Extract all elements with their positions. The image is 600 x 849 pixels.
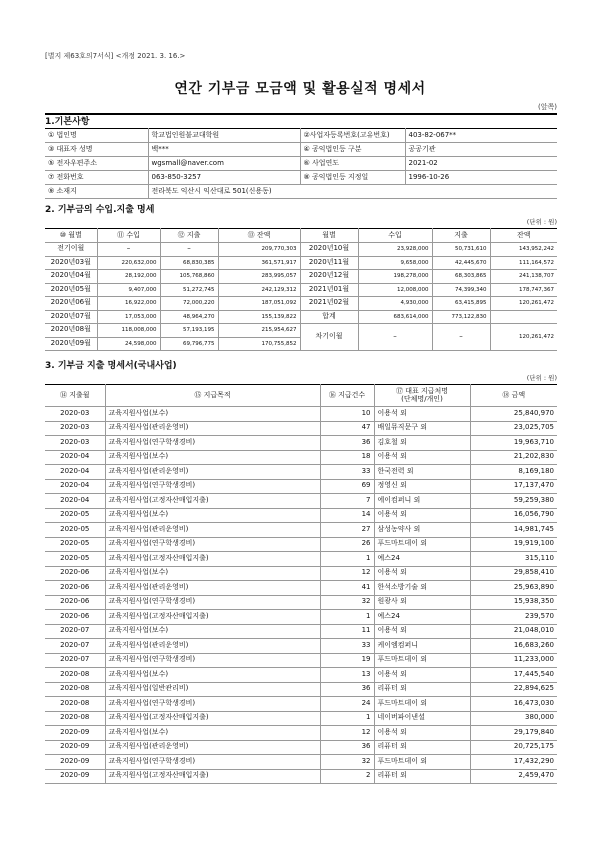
month-cell: 2020-05: [45, 552, 105, 567]
month-cell: 2020-08: [45, 697, 105, 712]
basic-info-table: [45, 128, 557, 199]
payee-cell: 리퓨터 외: [374, 682, 470, 697]
count-cell: 1: [320, 552, 374, 567]
month-cell: 2020-07: [45, 653, 105, 668]
amount-cell: 17,445,540: [470, 668, 557, 683]
count-cell: 33: [320, 639, 374, 654]
month-cell: 2020-09: [45, 769, 105, 784]
month-cell: 2020년06월: [45, 297, 97, 311]
table-row: [45, 436, 557, 451]
expense-cell: 74,399,340: [432, 283, 490, 297]
month-cell: 전기이월: [45, 243, 97, 257]
month-cell: 2020-06: [45, 581, 105, 596]
table-row: [45, 653, 557, 668]
fiscal-year-value: 2021-02: [405, 157, 557, 171]
table-row: [45, 595, 557, 610]
payee-cell: 예스24: [374, 610, 470, 625]
amount-cell: 16,473,030: [470, 697, 557, 712]
email-value: wgsmall@naver.com: [148, 157, 300, 171]
col-header-month-2: 월별: [300, 229, 358, 243]
basic-info-row: [45, 157, 557, 171]
income-cell: 17,053,000: [97, 310, 160, 324]
table-row: [45, 537, 557, 552]
section-basic-info-heading: 1.기본사항: [45, 113, 557, 129]
payee-cell: 이용석 외: [374, 450, 470, 465]
rep-label: ③ 대표자 성명: [45, 143, 148, 157]
col-header-income: ⑪ 수입: [97, 229, 160, 243]
amount-cell: 25,963,890: [470, 581, 557, 596]
payee-cell: 에이컴퍼니 외: [374, 494, 470, 509]
table-row: [45, 421, 557, 436]
expense-cell: –: [160, 243, 218, 257]
month-cell: 2020-09: [45, 755, 105, 770]
table-header-row: [45, 385, 557, 407]
count-cell: 47: [320, 421, 374, 436]
col-header-balance-2: 잔액: [490, 229, 557, 243]
balance-cell: 111,164,572: [490, 256, 557, 270]
month-cell: 2020-04: [45, 450, 105, 465]
income-cell: –: [97, 243, 160, 257]
purpose-cell: 교육지원사업(고정자산매입지출): [105, 711, 320, 726]
count-cell: 26: [320, 537, 374, 552]
table-row: [45, 552, 557, 567]
table-row: [45, 639, 557, 654]
balance-cell: 215,954,627: [218, 324, 300, 338]
table-row: [45, 465, 557, 480]
corp-name-value: 학교법인원불교대학원: [148, 129, 300, 143]
month-cell: 2020-03: [45, 436, 105, 451]
payee-cell: 김호철 외: [374, 436, 470, 451]
month-cell: 2020-06: [45, 566, 105, 581]
amount-cell: 59,259,380: [470, 494, 557, 509]
table-header-row: [45, 229, 557, 243]
biz-no-label: ②사업자등록번호(고유번호): [300, 129, 405, 143]
amount-cell: 29,179,840: [470, 726, 557, 741]
payee-cell: 이용석 외: [374, 668, 470, 683]
amount-cell: 23,025,705: [470, 421, 557, 436]
count-cell: 12: [320, 566, 374, 581]
purpose-cell: 교육지원사업(고정자산매입지출): [105, 494, 320, 509]
form-reference: [별지 제63호의7서식] <개정 2021. 3. 16.>: [45, 52, 186, 60]
payee-cell: 푸드마트데이 외: [374, 537, 470, 552]
expense-cell: 48,964,270: [160, 310, 218, 324]
payee-cell: 원광사 외: [374, 595, 470, 610]
month-cell: 2020년04월: [45, 270, 97, 284]
amount-cell: 29,858,410: [470, 566, 557, 581]
amount-cell: 21,202,830: [470, 450, 557, 465]
col-header-month: ⑩ 월별: [45, 229, 97, 243]
income-cell: 28,192,000: [97, 270, 160, 284]
table-row: [45, 494, 557, 509]
table-row: [45, 523, 557, 538]
count-cell: 11: [320, 624, 374, 639]
total-label: 합계: [300, 310, 358, 324]
corp-type-label: ④ 공익법인등 구분: [300, 143, 405, 157]
table-row: [45, 740, 557, 755]
table-row: [45, 581, 557, 596]
count-cell: 32: [320, 755, 374, 770]
count-cell: 7: [320, 494, 374, 509]
address-label: ⑨ 소재지: [45, 185, 148, 199]
amount-cell: 19,919,100: [470, 537, 557, 552]
month-cell: 2020-04: [45, 465, 105, 480]
col-header-count: ⑯ 지급건수: [320, 385, 374, 407]
amount-cell: 14,981,745: [470, 523, 557, 538]
income-cell: 118,008,000: [97, 324, 160, 338]
payee-cell: 정영신 외: [374, 479, 470, 494]
income-cell: 16,922,000: [97, 297, 160, 311]
col-header-payee: [374, 385, 470, 407]
month-cell: 2020년03월: [45, 256, 97, 270]
month-cell: 2020-09: [45, 740, 105, 755]
income-cell: 9,407,000: [97, 283, 160, 297]
payee-cell: 이용석 외: [374, 624, 470, 639]
amount-cell: 20,725,175: [470, 740, 557, 755]
table-row: [45, 256, 557, 270]
table-row: [45, 624, 557, 639]
count-cell: 32: [320, 595, 374, 610]
domestic-expense-table: [45, 384, 557, 784]
basic-info-row: [45, 185, 557, 199]
table-row: [45, 283, 557, 297]
purpose-cell: 교육지원사업(연구학생경비): [105, 479, 320, 494]
expense-cell: 42,445,670: [432, 256, 490, 270]
carry-forward-income: –: [358, 324, 432, 351]
col-header-payee-line1: ⑰ 대표 지급처명: [395, 386, 449, 395]
purpose-cell: 교육지원사업(관리운영비): [105, 465, 320, 480]
month-cell: 2020년12월: [300, 270, 358, 284]
carry-forward-expense: –: [432, 324, 490, 351]
count-cell: 33: [320, 465, 374, 480]
payee-cell: 리퓨터 외: [374, 740, 470, 755]
total-expense: 773,122,830: [432, 310, 490, 324]
table-row: [45, 566, 557, 581]
col-header-expense: ⑫ 지출: [160, 229, 218, 243]
purpose-cell: 교육지원사업(보수): [105, 450, 320, 465]
table-row: [45, 755, 557, 770]
expense-cell: 72,000,220: [160, 297, 218, 311]
count-cell: 27: [320, 523, 374, 538]
count-cell: 14: [320, 508, 374, 523]
month-cell: 2020-08: [45, 711, 105, 726]
count-cell: 24: [320, 697, 374, 712]
expense-cell: 105,768,860: [160, 270, 218, 284]
table-row: [45, 508, 557, 523]
rep-value: 백***: [148, 143, 300, 157]
col-header-payee-line2: (단체명/개인): [401, 394, 443, 403]
payee-cell: 한국전력 외: [374, 465, 470, 480]
page-title: 연간 기부금 모금액 및 활용실적 명세서: [174, 81, 426, 97]
payee-cell: 네이버파이낸셜: [374, 711, 470, 726]
col-header-expense-2: 지출: [432, 229, 490, 243]
purpose-cell: 교육지원사업(보수): [105, 668, 320, 683]
purpose-cell: 교육지원사업(연구학생경비): [105, 595, 320, 610]
month-cell: 2021년01월: [300, 283, 358, 297]
income-cell: 23,928,000: [358, 243, 432, 257]
purpose-cell: 교육지원사업(연구학생경비): [105, 653, 320, 668]
month-cell: 2020년10월: [300, 243, 358, 257]
income-cell: 9,658,000: [358, 256, 432, 270]
balance-cell: 241,138,707: [490, 270, 557, 284]
amount-cell: 17,432,290: [470, 755, 557, 770]
month-cell: 2020-09: [45, 726, 105, 741]
month-cell: 2020년11월: [300, 256, 358, 270]
month-cell: 2020-05: [45, 523, 105, 538]
count-cell: 1: [320, 610, 374, 625]
month-cell: 2020년08월: [45, 324, 97, 338]
month-cell: 2020-07: [45, 624, 105, 639]
purpose-cell: 교육지원사업(보수): [105, 624, 320, 639]
designated-date-value: 1996-10-26: [405, 171, 557, 185]
count-cell: 18: [320, 450, 374, 465]
purpose-cell: 교육지원사업(연구학생경비): [105, 436, 320, 451]
table-row: [45, 711, 557, 726]
purpose-cell: 교육지원사업(연구학생경비): [105, 537, 320, 552]
month-cell: 2020-03: [45, 421, 105, 436]
income-cell: 12,008,000: [358, 283, 432, 297]
purpose-cell: 교육지원사업(보수): [105, 726, 320, 741]
month-cell: 2020년09월: [45, 337, 97, 351]
amount-cell: 17,137,470: [470, 479, 557, 494]
col-header-month: ⑭ 지출월: [45, 385, 105, 407]
payee-cell: 한석소방기술 외: [374, 581, 470, 596]
amount-cell: 15,938,350: [470, 595, 557, 610]
expense-cell: 63,415,895: [432, 297, 490, 311]
biz-no-value: 403-82-067**: [405, 129, 557, 143]
table-row: [45, 297, 557, 311]
table-row: [45, 726, 557, 741]
income-expense-table: [45, 228, 557, 351]
count-cell: 36: [320, 682, 374, 697]
count-cell: 1: [320, 711, 374, 726]
payee-cell: 예스24: [374, 552, 470, 567]
expense-cell: 57,193,195: [160, 324, 218, 338]
amount-cell: 8,169,180: [470, 465, 557, 480]
payee-cell: 배일뮤직문구 외: [374, 421, 470, 436]
count-cell: 36: [320, 436, 374, 451]
table-row: [45, 697, 557, 712]
month-cell: 2020-07: [45, 639, 105, 654]
purpose-cell: 교육지원사업(보수): [105, 407, 320, 422]
count-cell: 36: [320, 740, 374, 755]
payee-cell: 케이엠컴퍼니: [374, 639, 470, 654]
amount-cell: 11,233,000: [470, 653, 557, 668]
purpose-cell: 교육지원사업(보수): [105, 508, 320, 523]
month-cell: 2020-04: [45, 479, 105, 494]
count-cell: 19: [320, 653, 374, 668]
balance-cell: 242,129,312: [218, 283, 300, 297]
table-row: [45, 682, 557, 697]
phone-label: ⑦ 전화번호: [45, 171, 148, 185]
payee-cell: 이용석 외: [374, 508, 470, 523]
payee-cell: 이용석 외: [374, 566, 470, 581]
payee-cell: 푸드마트데이 외: [374, 697, 470, 712]
table-row: [45, 324, 557, 338]
balance-cell: 120,261,472: [490, 297, 557, 311]
balance-cell: 283,995,057: [218, 270, 300, 284]
amount-cell: 315,110: [470, 552, 557, 567]
month-cell: 2020-04: [45, 494, 105, 509]
amount-cell: 16,056,790: [470, 508, 557, 523]
month-cell: 2020-08: [45, 668, 105, 683]
unit-label: (단위 : 원): [526, 374, 557, 382]
amount-cell: 21,048,010: [470, 624, 557, 639]
purpose-cell: 교육지원사업(보수): [105, 566, 320, 581]
table-row: [45, 450, 557, 465]
purpose-cell: 교육지원사업(관리운영비): [105, 740, 320, 755]
balance-cell: 361,571,917: [218, 256, 300, 270]
col-header-amount: ⑱ 금액: [470, 385, 557, 407]
month-cell: 2020-05: [45, 508, 105, 523]
purpose-cell: 교육지원사업(고정자산매입지출): [105, 610, 320, 625]
purpose-cell: 교육지원사업(관리운영비): [105, 639, 320, 654]
amount-cell: 16,683,260: [470, 639, 557, 654]
balance-cell: 178,747,367: [490, 283, 557, 297]
month-cell: 2020-08: [45, 682, 105, 697]
email-label: ⑤ 전자우편주소: [45, 157, 148, 171]
phone-value: 063-850-3257: [148, 171, 300, 185]
corp-name-label: ① 법인명: [45, 129, 148, 143]
month-cell: 2020-05: [45, 537, 105, 552]
income-cell: 220,632,000: [97, 256, 160, 270]
balance-cell: 155,139,822: [218, 310, 300, 324]
count-cell: 41: [320, 581, 374, 596]
purpose-cell: 교육지원사업(연구학생경비): [105, 697, 320, 712]
expense-cell: 68,303,865: [432, 270, 490, 284]
payee-cell: 리퓨터 외: [374, 769, 470, 784]
month-cell: 2020-06: [45, 595, 105, 610]
col-header-purpose: ⑮ 지급목적: [105, 385, 320, 407]
balance-cell: 143,952,242: [490, 243, 557, 257]
table-row: [45, 270, 557, 284]
amount-cell: 25,840,970: [470, 407, 557, 422]
col-header-balance: ⑬ 잔액: [218, 229, 300, 243]
carry-forward-balance: 120,261,472: [490, 324, 557, 351]
payee-cell: 푸드마트데이 외: [374, 755, 470, 770]
count-cell: 2: [320, 769, 374, 784]
payee-cell: 푸드마트데이 외: [374, 653, 470, 668]
purpose-cell: 교육지원사업(고정자산매입지출): [105, 552, 320, 567]
purpose-cell: 교육지원사업(연구학생경비): [105, 755, 320, 770]
payee-cell: 이용석 외: [374, 407, 470, 422]
basic-info-row: [45, 171, 557, 185]
month-cell: 2020-06: [45, 610, 105, 625]
amount-cell: 19,963,710: [470, 436, 557, 451]
total-balance: [490, 310, 557, 324]
section-income-expense-heading: 2. 기부금의 수입.지출 명세: [45, 205, 155, 215]
expense-cell: 51,272,745: [160, 283, 218, 297]
count-cell: 10: [320, 407, 374, 422]
month-cell: 2020년07월: [45, 310, 97, 324]
table-row: [45, 243, 557, 257]
designated-date-label: ⑧ 공익법인등 지정일: [300, 171, 405, 185]
expense-cell: 50,731,610: [432, 243, 490, 257]
amount-cell: 2,459,470: [470, 769, 557, 784]
income-cell: 198,278,000: [358, 270, 432, 284]
total-income: 683,614,000: [358, 310, 432, 324]
income-cell: 24,598,000: [97, 337, 160, 351]
table-row: [45, 668, 557, 683]
unit-label: (단위 : 원): [526, 218, 557, 226]
amount-cell: 22,894,625: [470, 682, 557, 697]
purpose-cell: 교육지원사업(관리운영비): [105, 421, 320, 436]
section-domestic-expense-heading: 3. 기부금 지출 명세서(국내사업): [45, 361, 177, 371]
payee-cell: 이용석 외: [374, 726, 470, 741]
purpose-cell: 교육지원사업(고정자산매입지출): [105, 769, 320, 784]
balance-cell: 187,051,092: [218, 297, 300, 311]
purpose-cell: 교육지원사업(관리운영비): [105, 581, 320, 596]
page-side-label: (앞쪽): [538, 103, 557, 111]
basic-info-row: [45, 143, 557, 157]
income-cell: 4,930,000: [358, 297, 432, 311]
month-cell: 2021년02월: [300, 297, 358, 311]
carry-forward-label: 차기이월: [300, 324, 358, 351]
fiscal-year-label: ⑥ 사업연도: [300, 157, 405, 171]
table-row: [45, 610, 557, 625]
amount-cell: 239,570: [470, 610, 557, 625]
payee-cell: 삼성농약사 외: [374, 523, 470, 538]
table-row: [45, 310, 557, 324]
purpose-cell: 교육지원사업(일반관리비): [105, 682, 320, 697]
count-cell: 13: [320, 668, 374, 683]
table-row: [45, 769, 557, 784]
month-cell: 2020년05월: [45, 283, 97, 297]
count-cell: 69: [320, 479, 374, 494]
col-header-income-2: 수입: [358, 229, 432, 243]
address-value: 전라북도 익산시 익산대로 501(신용동): [148, 185, 557, 199]
month-cell: 2020-03: [45, 407, 105, 422]
balance-cell: 209,770,303: [218, 243, 300, 257]
corp-type-value: 공공기관: [405, 143, 557, 157]
purpose-cell: 교육지원사업(관리운영비): [105, 523, 320, 538]
balance-cell: 170,755,852: [218, 337, 300, 351]
count-cell: 12: [320, 726, 374, 741]
table-row: [45, 479, 557, 494]
amount-cell: 380,000: [470, 711, 557, 726]
basic-info-row: [45, 129, 557, 143]
table-row: [45, 407, 557, 422]
expense-cell: 69,796,775: [160, 337, 218, 351]
expense-cell: 68,830,385: [160, 256, 218, 270]
